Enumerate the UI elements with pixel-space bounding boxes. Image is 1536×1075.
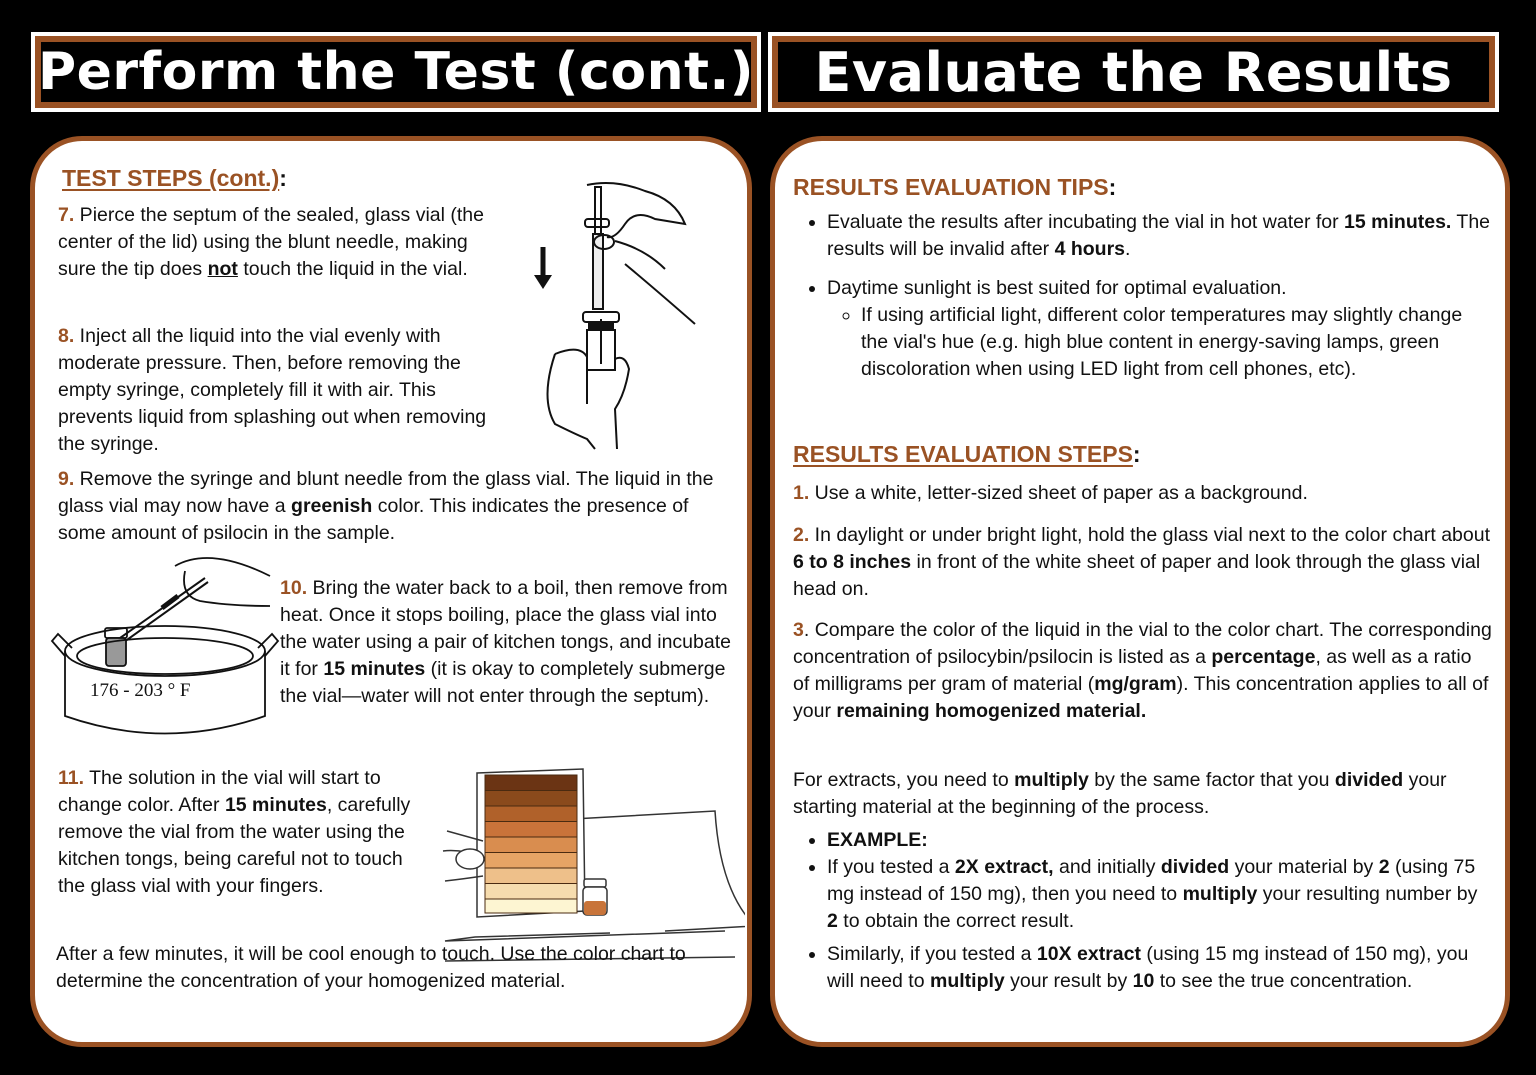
heading-colon: : — [1108, 174, 1117, 200]
example-text: (using 75 mg instead of 150 mg), then you need to — [827, 856, 1476, 905]
page-title-right: Evaluate the Results — [814, 40, 1453, 104]
pot-tongs-illustration — [50, 546, 280, 736]
emphasis: 2 — [827, 910, 838, 932]
eval-step-2 — [793, 522, 1493, 603]
emphasis-4-hours: 4 hours — [1054, 238, 1126, 260]
heading-label: TEST STEPS (cont.) — [62, 165, 280, 191]
tips-heading — [793, 174, 1116, 201]
example-text: your material by — [1229, 856, 1379, 878]
step-number: 9. — [58, 468, 75, 490]
tip-item — [827, 209, 1493, 263]
step-number: 8. — [58, 325, 75, 347]
extracts-text: For extracts, you need to — [793, 769, 1015, 791]
banner-evaluate-results — [768, 32, 1499, 112]
step-11 — [58, 765, 413, 900]
extracts-text: your starting material at the beginning of the process. — [793, 769, 1447, 818]
test-steps-heading — [62, 165, 287, 192]
step-7 — [58, 202, 508, 283]
example-text: If you tested a — [827, 856, 955, 878]
example-item — [827, 854, 1493, 935]
color-swatches — [485, 775, 577, 913]
example-text: to obtain the correct result. — [837, 910, 1075, 932]
tip-subtext: If using artificial light, different color temperatures may slightly change the vial's hue (e.g. high blue content in energy-saving lamps, green discoloration when using LED light from cell phones, etc). — [861, 304, 1463, 380]
step-text: , as well as a ratio of milligrams per gram of material ( — [793, 646, 1472, 695]
emphasis-percentage: percentage — [1211, 646, 1316, 668]
page-title-left: Perform the Test (cont.) — [38, 42, 755, 102]
emphasis: 2X extract, — [954, 856, 1054, 878]
eval-step-3 — [793, 617, 1493, 725]
tip-subitem — [861, 302, 1493, 383]
step-text: In daylight or under bright light, hold the glass vial next to the color chart about — [809, 524, 1491, 546]
step-8 — [58, 323, 508, 458]
emphasis: 2 — [1378, 856, 1390, 878]
banner-perform-test — [31, 32, 761, 112]
tip-item — [827, 275, 1493, 383]
extracts-text: by the same factor that you — [1088, 769, 1335, 791]
step-text: color. This indicates the presence of some amount of psilocin in the sample. — [58, 495, 689, 544]
emphasis: multiply — [929, 970, 1005, 992]
step-text: Bring the water back to a boil, then remove from heat. Once it stops boiling, place the glass vial into the water using a pair of kitchen tongs, and incubate it for — [280, 577, 731, 680]
step-number: 11. — [58, 767, 85, 789]
emphasis-mg-gram: mg/gram — [1094, 673, 1177, 695]
heading-colon: : — [279, 165, 287, 191]
step-text: The solution in the vial will start to change color. After — [58, 767, 381, 816]
emphasis-distance: 6 to 8 inches — [793, 551, 912, 573]
example-label-text: EXAMPLE: — [827, 829, 928, 851]
steps-heading — [793, 441, 1141, 468]
example-text: to see the true concentration. — [1154, 970, 1413, 992]
tip-text: Evaluate the results after incubating the vial in hot water for — [827, 211, 1345, 233]
eval-step-1 — [793, 480, 1493, 507]
heading-label: RESULTS EVALUATION TIPS — [793, 174, 1109, 200]
emphasis-15-minutes: 15 minutes — [323, 658, 426, 680]
example-text: Similarly, if you tested a — [827, 943, 1037, 965]
tip-text: The results will be invalid after — [827, 211, 1491, 260]
emphasis: multiply — [1182, 883, 1258, 905]
tips-list — [793, 209, 1493, 383]
step-number: 1. — [793, 482, 810, 504]
step-9 — [58, 466, 728, 547]
pot-temperature-label: 176 - 203 ° F — [90, 680, 191, 701]
step-text: in front of the white sheet of paper and look through the glass vial head on. — [793, 551, 1481, 600]
emphasis-remaining-material: remaining homogenized material. — [836, 700, 1147, 722]
step-text: ). This concentration applies to all of your — [793, 673, 1489, 722]
step-text: Use a white, letter-sized sheet of paper as a background. — [809, 482, 1308, 504]
examples-list — [793, 827, 1493, 995]
step-text: , carefully remove the vial from the water using the kitchen tongs, being careful not to touch the glass vial with your fingers. — [58, 794, 411, 897]
step-text: Inject all the liquid into the vial evenly with moderate pressure. Then, before removing the empty syringe, completely fill it with air. This prevents liquid from splashing out when removing the syringe. — [58, 325, 487, 455]
step-number: 10. — [280, 577, 308, 599]
emphasis-not: not — [207, 258, 238, 280]
banner-frame — [35, 36, 757, 108]
example-text: your result by — [1004, 970, 1133, 992]
step-text: . Compare the color of the liquid in the vial to the color chart. The corresponding concentration of psilocybin/psilocin is listed as a — [793, 619, 1492, 668]
step-text: Pierce the septum of the sealed, glass vial (the center of the lid) using the blunt needle, making sure the tip does — [58, 204, 484, 280]
step-text: Remove the syringe and blunt needle from the glass vial. The liquid in the glass vial may now have a — [58, 468, 714, 517]
step-number: 7. — [58, 204, 75, 226]
emphasis: divided — [1160, 856, 1230, 878]
closing-text: After a few minutes, it will be cool enough to touch. Use the color chart to determine the concentration of your homogenized material. — [56, 943, 686, 992]
example-text: your resulting number by — [1257, 883, 1478, 905]
example-item — [827, 941, 1493, 995]
emphasis-multiply: multiply — [1014, 769, 1089, 791]
step-10 — [280, 575, 742, 710]
syringe-vial-illustration — [525, 179, 725, 454]
closing-paragraph — [56, 941, 716, 995]
step-text: (it is okay to completely submerge the vial—water will not enter through the septum). — [280, 658, 726, 707]
heading-colon: : — [1132, 441, 1141, 467]
emphasis-15-minutes: 15 minutes. — [1344, 211, 1452, 233]
example-label — [827, 827, 1493, 854]
example-text: (using 15 mg instead of 150 mg), you will need to — [827, 943, 1469, 992]
example-text: and initially — [1053, 856, 1161, 878]
emphasis: 10X extract — [1036, 943, 1141, 965]
emphasis-15-minutes: 15 minutes — [224, 794, 327, 816]
step-number: 2. — [793, 524, 810, 546]
emphasis-divided: divided — [1334, 769, 1404, 791]
emphasis: 10 — [1132, 970, 1155, 992]
color-chart-illustration — [435, 761, 745, 971]
banner-frame — [772, 36, 1495, 108]
tip-text: . — [1125, 238, 1131, 260]
step-text: touch the liquid in the vial. — [237, 258, 468, 280]
heading-label: RESULTS EVALUATION STEPS — [793, 441, 1133, 467]
tip-text: Daytime sunlight is best suited for optimal evaluation. — [827, 277, 1287, 299]
step-number: 3 — [793, 619, 804, 641]
extracts-paragraph — [793, 767, 1493, 821]
evaluate-results-panel — [770, 136, 1510, 1047]
test-steps-panel — [30, 136, 752, 1047]
emphasis-greenish: greenish — [291, 495, 373, 517]
